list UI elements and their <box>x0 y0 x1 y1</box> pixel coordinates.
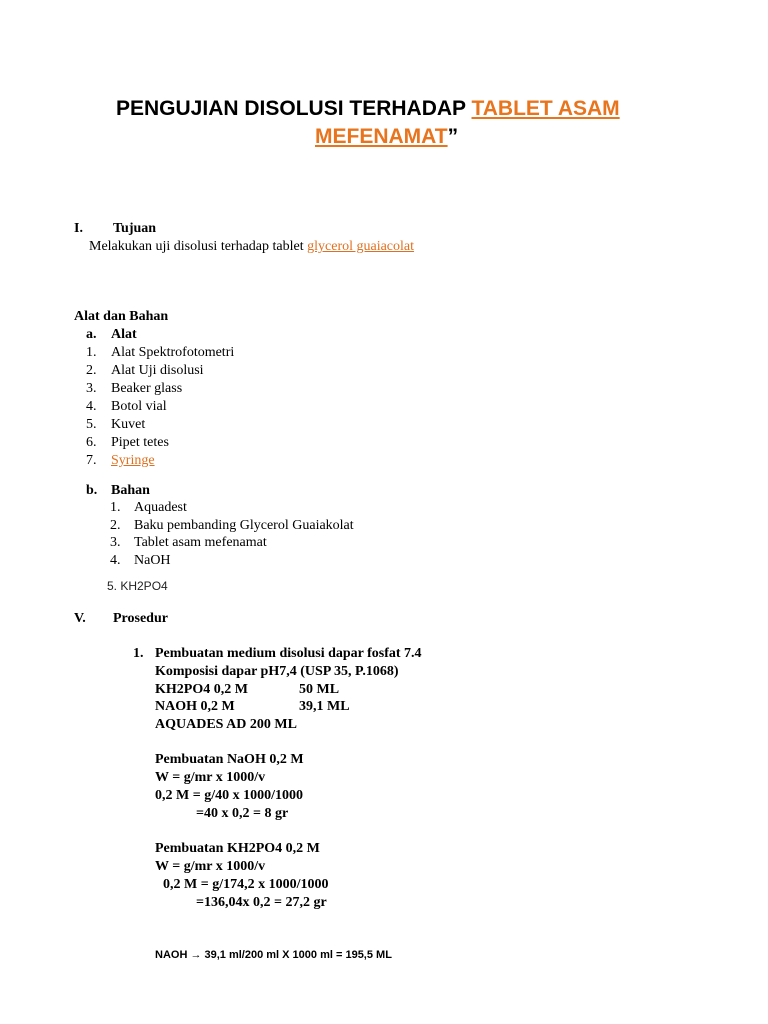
kh2po4-calc: 0,2 M = g/174,2 x 1000/1000 <box>163 877 329 892</box>
bahan-heading: Bahan <box>111 483 150 498</box>
alat-list-item: Pipet tetes <box>111 435 169 450</box>
alat-list-item: Alat Uji disolusi <box>111 363 204 378</box>
naoh-footer-calc: NAOH → 39,1 ml/200 ml X 1000 ml = 195,5 ML <box>155 949 392 961</box>
link-glycerol-guaiacolat[interactable]: glycerol guaiacolat <box>307 239 415 254</box>
procedure-naoh-label: NAOH 0,2 M <box>155 699 235 714</box>
section1-heading: Tujuan <box>113 221 157 236</box>
alat-list-item: Botol vial <box>111 399 167 414</box>
kh2po4-result: =136,04x 0,2 = 27,2 gr <box>196 895 327 910</box>
section1-numeral: I. <box>74 221 83 236</box>
section5-heading: Prosedur <box>113 611 168 626</box>
document-title-line2 <box>315 125 458 149</box>
bahan-list-number: 2. <box>110 517 121 533</box>
section5-numeral: V. <box>74 611 86 626</box>
naoh-result: =40 x 0,2 = 8 gr <box>196 806 289 821</box>
section1-body: Melakukan uji disolusi terhadap tablet <box>89 239 308 254</box>
bahan-list-number: 3. <box>110 535 121 550</box>
kh2po4-heading: Pembuatan KH2PO4 0,2 M <box>155 841 320 856</box>
title-text: PENGUJIAN DISOLUSI TERHADAP <box>116 97 472 120</box>
procedure-line-1: Pembuatan medium disolusi dapar fosfat 7.4 <box>155 646 422 661</box>
bahan-list-item: Tablet asam mefenamat <box>134 535 267 550</box>
bahan-list-number: 1. <box>110 500 121 515</box>
title-quote: ” <box>447 125 459 148</box>
procedure-kh2po4-value: 50 ML <box>299 682 340 697</box>
bahan-list-item: Aquadest <box>134 500 187 515</box>
section1-text <box>89 239 414 255</box>
alat-list-number: 4. <box>86 399 97 414</box>
procedure-step-number: 1. <box>133 646 144 661</box>
procedure-naoh-value: 39,1 ML <box>299 699 350 714</box>
document-title <box>116 97 620 121</box>
kh2po4-formula: W = g/mr x 1000/v <box>155 859 266 874</box>
alat-list-item: Alat Spektrofotometri <box>111 345 235 360</box>
naoh-calc: 0,2 M = g/40 x 1000/1000 <box>155 788 303 803</box>
title-link-tablet-asam[interactable]: TABLET ASAM <box>471 97 620 120</box>
title-link-mefenamat[interactable]: MEFENAMAT <box>315 125 448 148</box>
alat-list-number: 5. <box>86 417 97 432</box>
naoh-heading: Pembuatan NaOH 0,2 M <box>155 752 304 767</box>
alat-list-number: 6. <box>86 435 97 450</box>
procedure-line-2: Komposisi dapar pH7,4 (USP 35, P.1068) <box>155 664 399 679</box>
alat-list-number: 1. <box>86 345 97 360</box>
alat-list-number: 2. <box>86 363 97 378</box>
alat-marker: a. <box>86 327 97 342</box>
bahan-item-5: 5. KH2PO4 <box>107 579 168 593</box>
alat-list-item: Kuvet <box>111 417 146 432</box>
alat-list-item[interactable]: Syringe <box>111 453 155 468</box>
alat-bahan-heading: Alat dan Bahan <box>74 309 169 324</box>
alat-list-number: 7. <box>86 453 97 468</box>
alat-list-item: Beaker glass <box>111 381 183 396</box>
bahan-list-item: NaOH <box>134 552 171 568</box>
naoh-formula: W = g/mr x 1000/v <box>155 770 266 785</box>
alat-list-number: 3. <box>86 381 97 396</box>
bahan-list-number: 4. <box>110 552 121 568</box>
bahan-marker: b. <box>86 483 98 498</box>
alat-heading: Alat <box>111 327 137 342</box>
bahan-list-item: Baku pembanding Glycerol Guaiakolat <box>134 517 354 533</box>
procedure-kh2po4-label: KH2PO4 0,2 M <box>155 682 248 697</box>
procedure-aquades: AQUADES AD 200 ML <box>155 717 297 732</box>
